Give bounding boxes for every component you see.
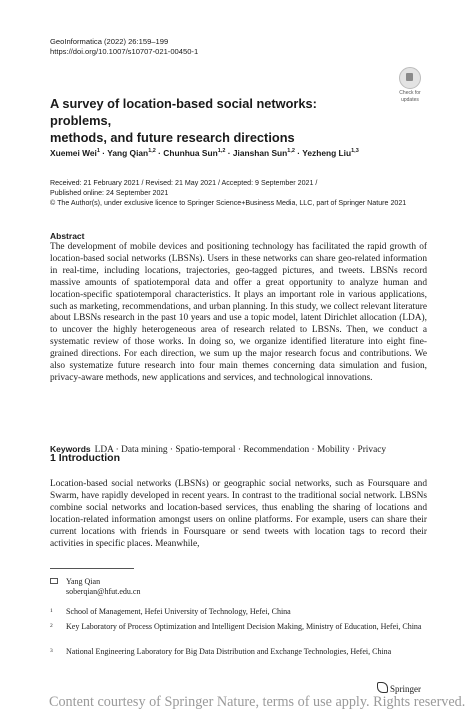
author-affiliation: 1,2 [148, 148, 156, 155]
copyright-line: © The Author(s), under exclusive licence to Springer Science+Business Media, LLC, part of Springer Nature 2021 [50, 199, 407, 207]
abstract-heading: Abstract [50, 231, 85, 241]
dates-line-2: Published online: 24 September 2021 [50, 189, 169, 197]
author-affiliation: 1 [96, 148, 100, 155]
envelope-icon [50, 578, 58, 584]
affiliation-number: 2 [50, 623, 53, 629]
author-separator: · [99, 148, 108, 158]
author-affiliation: 1,2 [287, 148, 295, 155]
author-separator: · [294, 148, 303, 158]
section-text: Location-based social networks (LBSNs) or geographic social networks, such as Foursquare and Swarm, have rapidly developed in recent years. In contrast to the traditional social network. LBSNs combine social networks and location-based services, thus enabling the sharing of locations and location-related information amongst users on online platforms. For example, users can share their current locations with friends in Foursquare or send tweets with location tags to record their activities in specific places. Meanwhile, [50, 479, 427, 549]
affiliation-text: School of Management, Hefei University of Technology, Hefei, China [66, 607, 291, 616]
check-for-updates-badge[interactable] [394, 67, 426, 101]
title-line-2: methods, and future research directions [50, 130, 295, 145]
publication-dates [50, 178, 440, 208]
keywords-label: Keywords [50, 444, 91, 454]
badge-label-2: updates [401, 97, 419, 103]
affiliation-number: 1 [50, 608, 53, 614]
author-affiliation: 1,2 [217, 148, 226, 155]
affiliation-text: Key Laboratory of Process Optimization and Intelligent Decision Making, Ministry of Education, Hefei, China [66, 622, 422, 631]
doi-link[interactable]: https://doi.org/10.1007/s10707-021-00450-1 [50, 47, 199, 56]
corresponding-email[interactable]: soberqian@hfut.edu.cn [66, 587, 141, 596]
author-separator: · [225, 148, 233, 158]
footnote-divider [50, 568, 134, 569]
courtesy-footer: Content courtesy of Springer Nature, terms of use apply. Rights reserved. [49, 694, 466, 710]
journal-header [50, 37, 198, 57]
corresponding-author: Yang Qian [66, 577, 101, 586]
publisher-logo [377, 682, 421, 694]
paper-title [50, 95, 380, 146]
author-list [50, 148, 359, 158]
correspondence [50, 577, 140, 597]
journal-citation: GeoInformatica (2022) 26:159–199 [50, 37, 169, 46]
author-name[interactable]: Yang Qian [107, 148, 149, 158]
keywords-list: LDA · Data mining · Spatio-temporal · Recommendation · Mobility · Privacy [94, 445, 387, 455]
badge-label-1: Check for [399, 90, 421, 96]
affiliation-3 [50, 647, 430, 657]
publisher-name: Springer [390, 684, 421, 694]
dates-line-1: Received: 21 February 2021 / Revised: 21 May 2021 / Accepted: 9 September 2021 / [50, 179, 318, 187]
author-affiliation: 1,3 [351, 148, 359, 155]
section-heading: 1 Introduction [50, 452, 120, 464]
author-separator: · [155, 148, 164, 158]
author-name[interactable]: Jianshan Sun [232, 148, 288, 158]
affiliation-text: National Engineering Laboratory for Big Data Distribution and Exchange Technologies, Hefei, China [66, 647, 392, 656]
title-line-1: A survey of location-based social networks: problems, [50, 96, 317, 128]
springer-horse-icon [377, 682, 388, 693]
affiliation-2 [50, 622, 430, 632]
bookmark-icon [399, 67, 421, 89]
affiliation-number: 3 [50, 648, 53, 654]
author-name[interactable]: Xuemei Wei [50, 148, 97, 158]
author-name[interactable]: Yezheng Liu [302, 148, 352, 158]
abstract-text: The development of mobile devices and positioning technology has facilitated the rapid growth of location-based social networks (LBSNs). Users in these networks can share geo-related information in real-time, including locations, trajectories, geo-tagged pictures, and tweets. LBSNs record massive amounts of spatiotemporal data and offer a great opportunity to analyze human and location-specific spatiotemporal characteristics. It plays an important role in various applications, such as marketing, recommendations, and urban planning. In this study, we collect relevant literature about LBSNs research in the past 10 years and use a topic model, latent Dirichlet allocation (LDA), to uncover the highly heterogeneous area of research related to LBSNs. Then, we conduct a systematic review of those works. In doing so, we organize identified literature into eight fine-grained directions. For each direction, we sum up the major research focus and contributions. We also systematize future research into four main themes concerning data simulation and fusion, privacy-aware methods, new applications and services, and technological innovations. [50, 242, 427, 383]
author-name[interactable]: Chunhua Sun [163, 148, 218, 158]
affiliation-1 [50, 607, 430, 617]
